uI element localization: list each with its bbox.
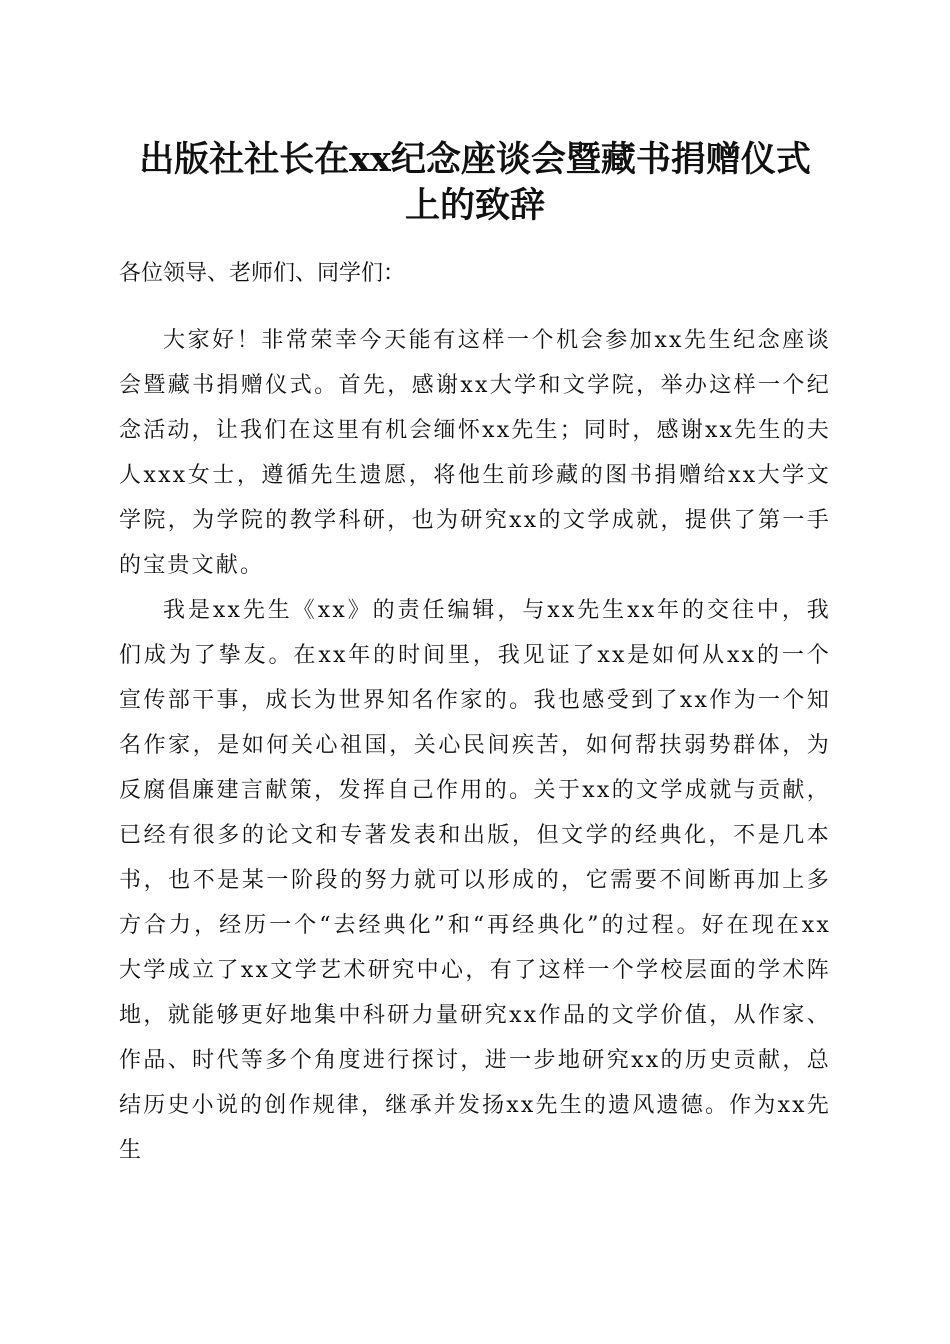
document-title-line-2: 上的致辞: [404, 185, 545, 226]
salutation: 各位领导、老师们、同学们：: [119, 261, 406, 286]
body-paragraph-2: 我是xx先生《xx》的责任编辑，与xx先生xx年的交往中，我们成为了挚友。在xx年的时间里，我见证了xx是如何从xx的一个宣传部干事，成长为世界知名作家的。我也感受到了xx作为一个知名作家，是如何关心祖国，关心民间疾苦，如何帮扶弱势群体，为反腐倡廉建言献策，发挥自己作用的。关于xx的文学成就与贡献，已经有很多的论文和专著发表和出版，但文学的经典化，不是几本书，也不是某一阶段的努力就可以形成的，它需要不间断再加上多方合力，经历一个“去经典化”和“再经典化”的过程。好在现在xx大学成立了xx文学艺术研究中心，有了这样一个学校层面的学术阵地，就能够更好地集中科研力量研究xx作品的文学价值，从作家、作品、时代等多个角度进行探讨，进一步地研究xx的历史贡献，总结历史小说的创作规律，继承并发扬xx先生的遗风遗德。作为xx先生: [119, 598, 831, 1163]
body-paragraph-1: 大家好！非常荣幸今天能有这样一个机会参加xx先生纪念座谈会暨藏书捐赠仪式。首先，感谢xx大学和文学院，举办这样一个纪念活动，让我们在这里有机会缅怀xx先生；同时，感谢xx先生的夫人xxx女士，遵循先生遗愿，将他生前珍藏的图书捐赠给xx大学文学院，为学院的教学科研，也为研究xx的文学成就，提供了第一手的宝贵文献。: [119, 328, 831, 578]
document-title-line-1: 出版社社长在xx纪念座谈会暨藏书捐赠仪式: [139, 139, 811, 180]
